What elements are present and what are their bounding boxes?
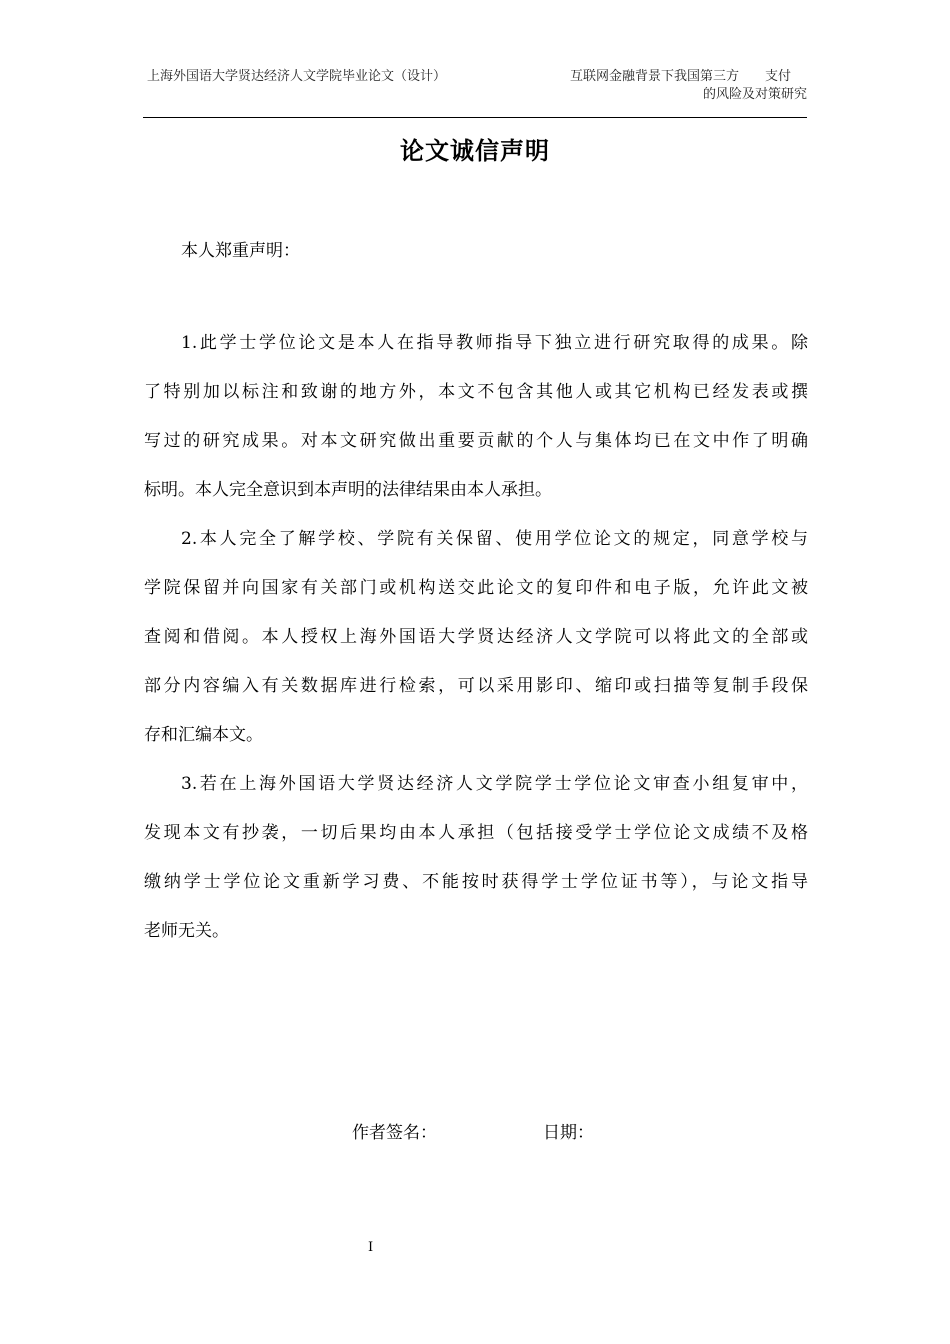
paragraph-line: 存和汇编本文。: [144, 725, 263, 745]
page-title: 论文诚信声明: [400, 136, 550, 165]
date-label: 日期：: [543, 1123, 594, 1143]
paragraph-line: 查阅和借阅。本人授权上海外国语大学贤达经济人文学院可以将此文的全部或: [144, 627, 808, 647]
paragraph-line: 写过的研究成果。对本文研究做出重要贡献的个人与集体均已在文中作了明确: [144, 431, 808, 451]
paragraph-line: 3.若在上海外国语大学贤达经济人文学院学士学位论文审查小组复审中，: [181, 774, 808, 794]
paragraph-line: 标明。本人完全意识到本声明的法律结果由本人承担。: [144, 480, 552, 500]
paragraph-line: 2.本人完全了解学校、学院有关保留、使用学位论文的规定，同意学校与: [181, 529, 808, 549]
running-header-left: 上海外国语大学贤达经济人文学院毕业论文（设计）: [147, 69, 447, 84]
paragraph-line: 学院保留并向国家有关部门或机构送交此论文的复印件和电子版，允许此文被: [144, 578, 808, 598]
paragraph-line: 老师无关。: [144, 921, 229, 941]
author-signature-label: 作者签名：: [352, 1123, 437, 1143]
declaration-paragraph-3: [144, 771, 808, 967]
paragraph-line: 了特别加以标注和致谢的地方外，本文不包含其他人或其它机构已经发表或撰: [144, 382, 808, 402]
running-header-right-line2: 的风险及对策研究: [702, 87, 807, 102]
running-header-right-line1: 互联网金融背景下我国第三方 支付: [570, 69, 792, 84]
header-divider: [143, 117, 807, 118]
declaration-intro: 本人郑重声明：: [181, 241, 300, 261]
page-number: I: [368, 1240, 374, 1255]
declaration-paragraph-1: [144, 330, 808, 526]
paragraph-line: 部分内容编入有关数据库进行检索，可以采用影印、缩印或扫描等复制手段保: [144, 676, 808, 696]
running-header-right: [570, 68, 807, 104]
paragraph-line: 缴纳学士学位论文重新学习费、不能按时获得学士学位证书等），与论文指导: [144, 872, 808, 892]
declaration-paragraph-2: [144, 526, 808, 771]
paragraph-line: 1.此学士学位论文是本人在指导教师指导下独立进行研究取得的成果。除: [181, 333, 808, 353]
paragraph-line: 发现本文有抄袭，一切后果均由本人承担（包括接受学士学位论文成绩不及格: [144, 823, 808, 843]
